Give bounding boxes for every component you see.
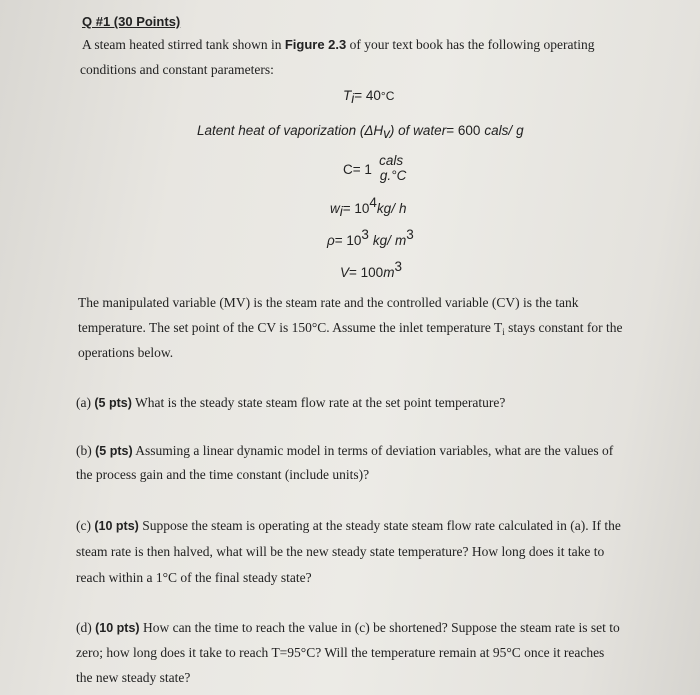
- equation-inlet-temperature: $T_i= 40^\circ C$: [343, 88, 395, 106]
- intro-line-2: conditions and constant parameters:: [80, 62, 274, 77]
- part-b-line-1: (b) (5 pts) Assuming a linear dynamic model in terms of deviation variables, what are the values of: [76, 443, 614, 458]
- part-a: (a) (5 pts) What is the steady state steam flow rate at the set point temperature?: [76, 395, 506, 410]
- part-c-line-1: (c) (10 pts) Suppose the steam is operating at the steady state steam flow rate calculated in (a). If the: [76, 518, 621, 533]
- equation-heat-capacity: $_{C= 1}$ cals g.°C: [343, 153, 407, 183]
- part-d-line-2: zero; how long does it take to reach T=95°C? Will the temperature remain at 95°C once it reaches: [76, 645, 605, 660]
- part-c-line-3: reach within a 1°C of the final steady state?: [76, 570, 312, 585]
- part-d-line-1: (d) (10 pts) How can the time to reach the value in (c) be shortened? Suppose the steam rate is set to: [76, 620, 620, 635]
- paragraph-line-1: The manipulated variable (MV) is the steam rate and the controlled variable (CV) is the tank: [78, 295, 579, 310]
- part-c-line-2: steam rate is then halved, what will be the new steady state temperature? How long does it take to: [76, 544, 605, 559]
- intro-line-1: A steam heated stirred tank shown in Figure 2.3 of your text book has the following operating: [82, 37, 595, 52]
- question-heading: Q #1 (30 Points): [82, 14, 181, 29]
- equation-density: $\rho= 10^3$ kg/ $m^3$: [327, 227, 414, 248]
- part-d-line-3: the new steady state?: [76, 670, 191, 685]
- equation-volume: $V= 100m^3$: [340, 259, 402, 280]
- part-b-line-2: the process gain and the time constant (include units)?: [76, 467, 370, 482]
- equation-mass-flow: $w_i= 10^4kg/$ h: [330, 195, 407, 219]
- paragraph-line-2: temperature. The set point of the CV is 150°C. Assume the inlet temperature $T_i$ stays constant for the: [78, 320, 623, 337]
- paragraph-line-3: operations below.: [78, 345, 174, 360]
- equation-latent-heat: Latent heat of vaporization $(\Delta H_v)$ of water= 600 cals/ g: [197, 123, 524, 141]
